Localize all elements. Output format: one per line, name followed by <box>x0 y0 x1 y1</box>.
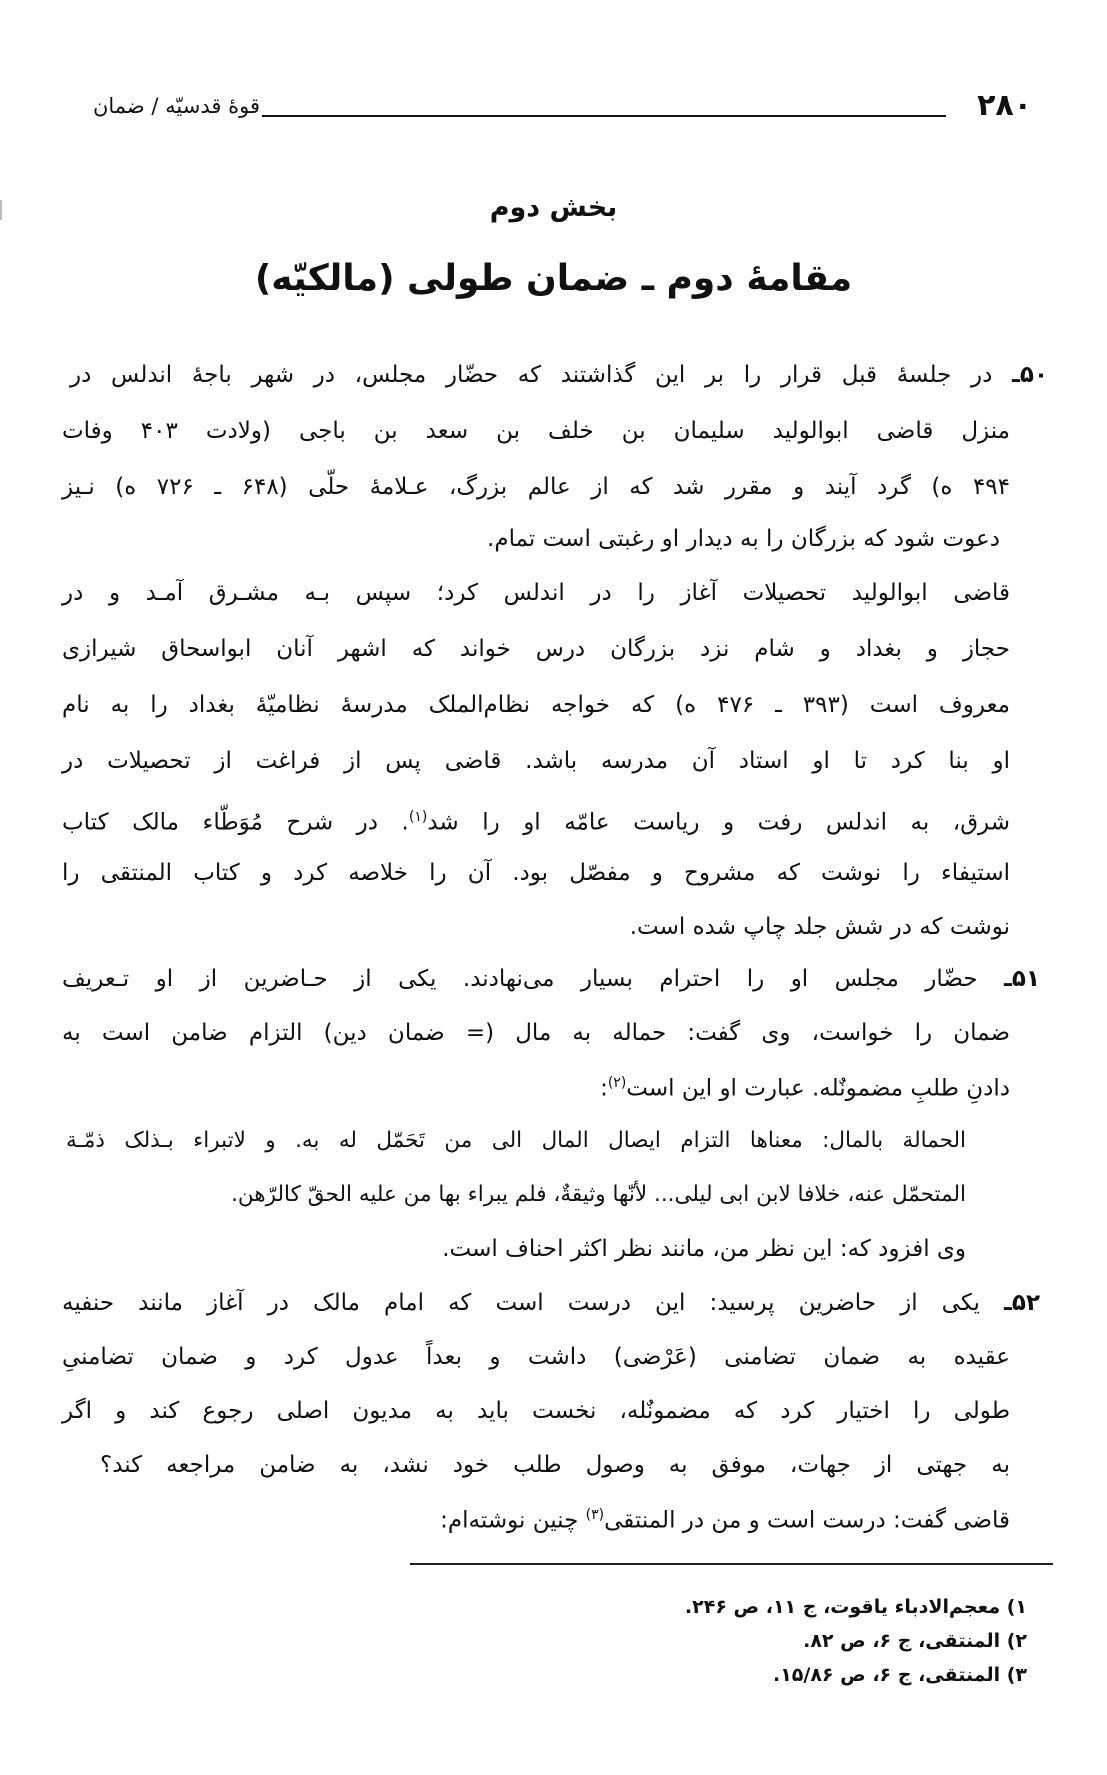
body-line <box>62 470 1010 510</box>
line-text: قاضی ابوالولید تحصیلات آغاز را در اندلس کرد؛ سپس بـه مشـرق آمـد و در <box>62 580 1010 606</box>
header-rule <box>262 115 946 117</box>
line-text: دعوت شود که بزرگان را به دیدار او رغبتی است تمام. <box>487 526 1000 552</box>
line-text: نوشت که در شش جلد چاپ شده است. <box>629 914 1010 940</box>
line-text: منزل قاضی ابوالولید سلیمان بن خلف بن سعد بن باجی (ولادت ۴۰۳ وفات <box>62 418 1011 444</box>
line-text: به جهتی از جهات، موفق به وصول طلب خود نشد، به ضامن مراجعه کند؟ <box>100 1452 1010 1478</box>
body-line <box>330 1498 1010 1538</box>
body-line <box>62 800 1010 840</box>
line-text: ضمان را خواست، وی گفت: حماله به مال (= ضمان دین) التزام ضامن است به <box>62 1020 1010 1046</box>
line-text: شرق، به اندلس رفت و ریاست عامّه او را شد <box>427 809 1011 836</box>
body-line <box>62 744 1010 784</box>
quote-line <box>66 1124 966 1164</box>
footnote-2: ۲) المنتقی، ج ۶، ص ۸۲. <box>803 1630 1027 1652</box>
page-number: ۲۸۰ <box>977 88 1032 123</box>
section-title: مقامهٔ دوم ـ ضمان طولی (مالکیّه) <box>254 258 853 299</box>
body-line <box>70 358 1048 398</box>
body-line <box>62 632 1010 672</box>
body-line <box>300 522 1000 562</box>
body-line <box>300 1232 966 1272</box>
line-text: در جلسهٔ قبل قرار را بر این گذاشتند که حضّار مجلس، در شهر باجهٔ اندلس در <box>70 362 993 388</box>
line-text: چنین نوشته‌ام: <box>440 1507 586 1534</box>
body-line <box>62 856 1010 896</box>
body-line <box>62 1016 1010 1056</box>
line-text: المتحمّل عنه، خلافا لابن ابی لیلی... لأنّها وثیقةٌ، فلم یبراء بها من علیه الحقّ کالرّهن. <box>231 1182 966 1207</box>
body-line <box>62 1394 1010 1434</box>
body-line <box>380 1066 1010 1106</box>
body-line <box>420 910 1010 950</box>
line-text: الحمالة بالمال: معناها التزام ایصال المال الی من تَحَمّل له به. و لاتبراء بـذلک ذمّـة <box>66 1128 966 1153</box>
body-line <box>62 414 1010 454</box>
paragraph-number: ۵۲ـ <box>1004 1290 1040 1316</box>
body-line <box>62 1286 1040 1326</box>
line-text: استیفاء را نوشت که مشروح و مفصّل بود. آن را خلاصه کرد و کتاب المنتقی را <box>62 860 1010 886</box>
line-text: . در شرح مُوَطّاء مالک کتاب <box>62 809 409 836</box>
line-text: عقیده به ضمان تضامنی (عَرْضی) داشت و بعداً عدول کرد و ضمان تضامنیِ <box>62 1344 1010 1370</box>
paragraph-number: ۵۱ـ <box>1004 966 1040 992</box>
footnote-rule <box>410 1563 1053 1565</box>
line-text: حجاز و بغداد و شام نزد بزرگان درس خواند که اشهر آنان ابواسحاق شیرازی <box>62 636 1010 662</box>
body-line <box>62 688 1010 728</box>
line-text: دادنِ طلبِ مضمونٌله. عبارت او این است <box>626 1075 1010 1102</box>
footnote-ref-1[interactable]: (۱) <box>408 809 428 825</box>
footnote-1: ۱) معجم‌الادباء یاقوت، ج ۱۱، ص ۲۴۶. <box>684 1596 1027 1618</box>
body-line <box>100 1448 1010 1488</box>
line-text: : <box>600 1075 608 1102</box>
line-text: طولی را اختیار کرد که مضمونٌله، نخست باید به مدیون اصلی رجوع کند و اگر <box>62 1398 1010 1424</box>
body-line <box>62 962 1040 1002</box>
part-heading: بخش دوم <box>489 192 618 223</box>
paragraph-number: ۵۰ـ <box>1012 362 1048 388</box>
line-text: قاضی گفت: درست است و من در المنتقی <box>604 1507 1010 1534</box>
footnote-3: ۳) المنتقی، ج ۶، ص ۱۵/۸۶. <box>772 1664 1027 1686</box>
line-text: یکی از حاضرین پرسید: این درست است که امام مالک در آغاز مانند حنفیه <box>62 1290 980 1316</box>
body-line <box>62 576 1010 616</box>
line-text: او بنا کرد تا او استاد آن مدرسه باشد. قاضی پس از فراغت از تحصیلات در <box>62 748 1010 774</box>
line-text: حضّار مجلس او را احترام بسیار می‌نهادند. یکی از حـاضرین از او تـعریف <box>62 966 978 992</box>
footnote-ref-2[interactable]: (۲) <box>607 1075 627 1091</box>
body-line <box>62 1340 1010 1380</box>
footnote-ref-3[interactable]: (۳) <box>585 1507 605 1523</box>
line-text: ۴۹۴ ه) گرد آیند و مقرر شد که از عالم بزرگ، عـلامهٔ حلّی (۶۴۸ ـ ۷۲۶ ه) نـیز <box>62 474 1010 500</box>
line-text: معروف است (۳۹۳ ـ ۴۷۶ ه) که خواجه نظام‌الملک مدرسهٔ نظامیّهٔ بغداد را به نام <box>62 692 1010 718</box>
quote-line <box>90 1178 966 1218</box>
running-title: قوهٔ قدسیّه / ضمان <box>92 94 260 118</box>
line-text: وی افزود که: این نظر من، مانند نظر اکثر احناف است. <box>442 1236 966 1262</box>
